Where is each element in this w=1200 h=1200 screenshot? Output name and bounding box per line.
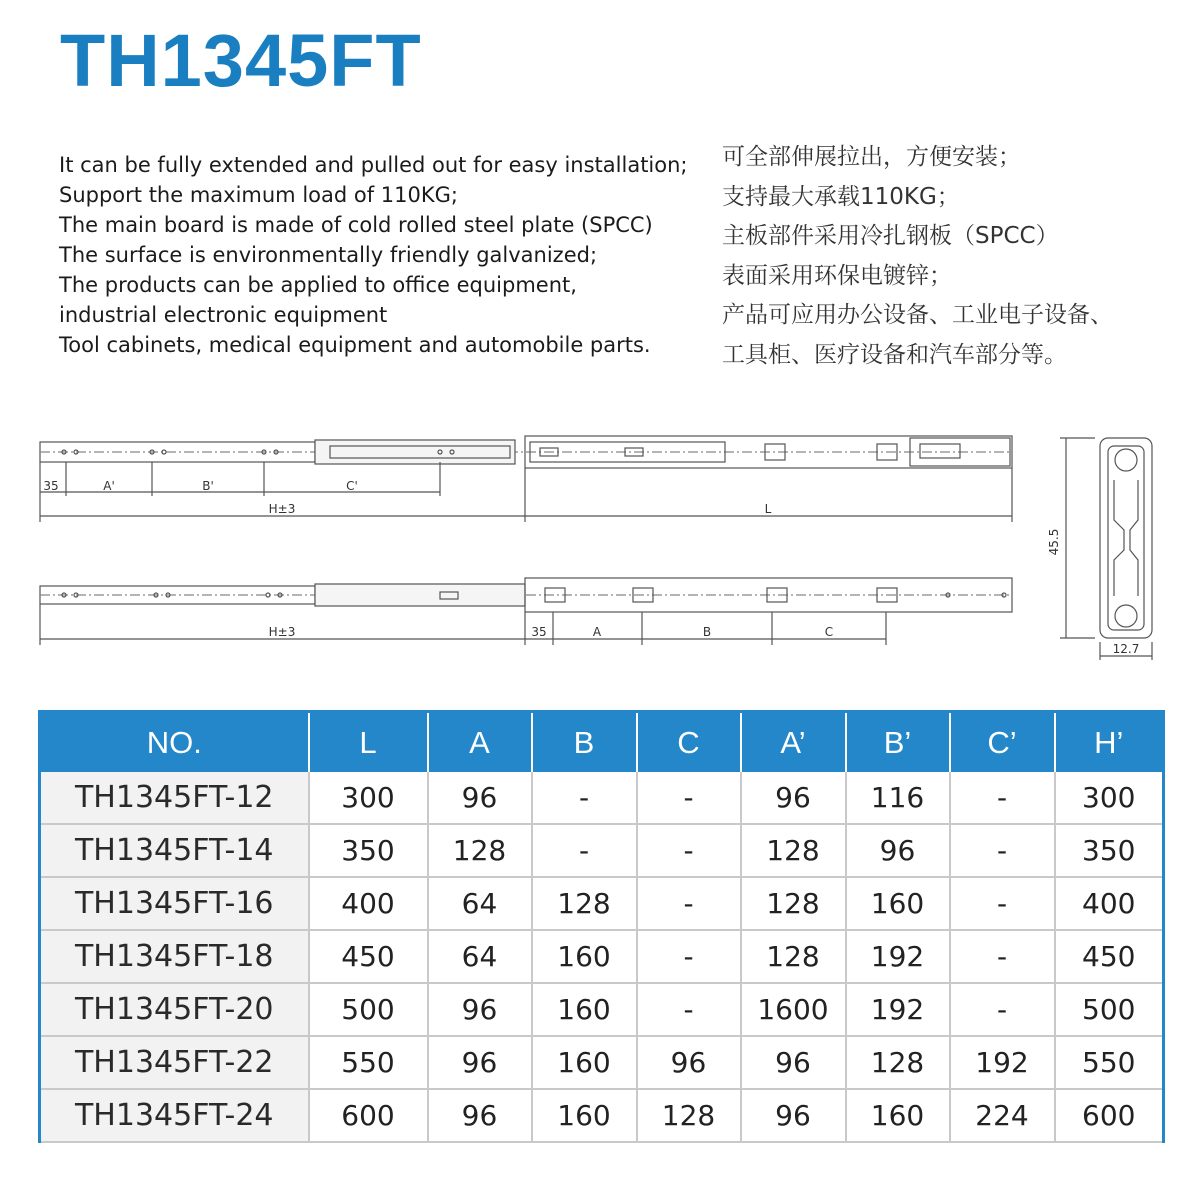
- dim-label: L: [764, 502, 772, 516]
- model-cell: TH1345FT-18: [40, 930, 309, 983]
- product-title: TH1345FT: [60, 19, 422, 102]
- table-cell: -: [950, 930, 1055, 983]
- table-cell: 400: [309, 877, 428, 930]
- model-cell: TH1345FT-22: [40, 1036, 309, 1089]
- table-cell: -: [532, 772, 637, 824]
- header-c-prime: C’: [950, 712, 1055, 773]
- description-line-cn: 支持最大承载110KG；: [722, 183, 960, 210]
- description-line: Support the maximum load of 110KG;: [59, 183, 458, 207]
- dim-label: 35: [531, 625, 547, 639]
- table-cell: 160: [532, 930, 637, 983]
- table-cell: 128: [532, 877, 637, 930]
- table-cell: 600: [309, 1089, 428, 1142]
- dim-label: H±3: [268, 625, 296, 639]
- table-cell: -: [637, 772, 741, 824]
- table-cell: -: [637, 930, 741, 983]
- table-row: [40, 1036, 1164, 1089]
- table-cell: -: [637, 824, 741, 877]
- table-row: [40, 983, 1164, 1036]
- table-cell: 1600: [741, 983, 846, 1036]
- table-cell: 550: [309, 1036, 428, 1089]
- table-cell: 128: [846, 1036, 950, 1089]
- drawing-middle-rail: [315, 440, 515, 464]
- table-cell: -: [950, 772, 1055, 824]
- table-cell: 224: [950, 1089, 1055, 1142]
- table-cell: 450: [309, 930, 428, 983]
- header-a-prime: A’: [741, 712, 846, 773]
- description-line-cn: 主板部件采用冷扎钢板（SPCC）: [722, 223, 1059, 249]
- dim-label: A: [592, 625, 602, 639]
- table-cell: 300: [1055, 772, 1164, 824]
- dim-label: H±3: [268, 502, 296, 516]
- model-cell: TH1345FT-20: [40, 983, 309, 1036]
- description-line: It can be fully extended and pulled out for easy installation;: [59, 153, 688, 177]
- description-line: The surface is environmentally friendly galvanized;: [59, 243, 598, 267]
- table-cell: 450: [1055, 930, 1164, 983]
- table-header-row: [40, 712, 1164, 773]
- table-cell: 96: [741, 772, 846, 824]
- header-h-prime: H’: [1055, 712, 1164, 773]
- dim-label-width: 12.7: [1112, 642, 1140, 656]
- table-cell: -: [532, 824, 637, 877]
- table-cell: 128: [741, 877, 846, 930]
- table-cell: 128: [637, 1089, 741, 1142]
- table-row: [40, 824, 1164, 877]
- table-cell: 96: [741, 1089, 846, 1142]
- header-l: L: [309, 712, 428, 773]
- description-line: The products can be applied to office equipment,: [59, 273, 577, 297]
- model-cell: TH1345FT-16: [40, 877, 309, 930]
- table-cell: 96: [428, 772, 532, 824]
- description-line-cn: 产品可应用办公设备、工业电子设备、: [722, 302, 1113, 328]
- table-cell: 400: [1055, 877, 1164, 930]
- description-chinese: [722, 138, 1113, 375]
- header-b-prime: B’: [846, 712, 950, 773]
- dim-label-height: 45.5: [1047, 528, 1061, 556]
- dim-label: B': [202, 479, 214, 493]
- header-no: NO.: [40, 712, 309, 773]
- table-cell: 550: [1055, 1036, 1164, 1089]
- table-cell: 192: [950, 1036, 1055, 1089]
- description-line-cn: 工具柜、医疗设备和汽车部分等。: [722, 341, 1067, 368]
- table-cell: 192: [846, 930, 950, 983]
- table-cell: -: [950, 824, 1055, 877]
- table-cell: 350: [1055, 824, 1164, 877]
- table-cell: 500: [1055, 983, 1164, 1036]
- table-row: [40, 877, 1164, 930]
- header-b: B: [532, 712, 637, 773]
- dim-label: 35: [43, 479, 59, 493]
- table-cell: 160: [846, 1089, 950, 1142]
- table-cell: 160: [532, 983, 637, 1036]
- table-cell: 96: [637, 1036, 741, 1089]
- dim-label: B: [702, 625, 712, 639]
- dim-label: C: [824, 625, 834, 639]
- table-cell: 500: [309, 983, 428, 1036]
- table-cell: 192: [846, 983, 950, 1036]
- dim-label: A': [103, 479, 115, 493]
- model-cell: TH1345FT-14: [40, 824, 309, 877]
- table-cell: 96: [428, 1036, 532, 1089]
- table-cell: 64: [428, 930, 532, 983]
- table-row: [40, 1089, 1164, 1142]
- table-cell: 116: [846, 772, 950, 824]
- description-english: [59, 150, 688, 360]
- table-cell: 160: [846, 877, 950, 930]
- table-cell: 600: [1055, 1089, 1164, 1142]
- model-cell: TH1345FT-12: [40, 772, 309, 824]
- description-line-cn: 可全部伸展拉出，方便安装；: [722, 144, 1021, 170]
- technical-drawing: [0, 420, 1200, 670]
- description-line: industrial electronic equipment: [59, 303, 388, 327]
- table-cell: -: [637, 983, 741, 1036]
- table-cell: 96: [428, 983, 532, 1036]
- table-cell: 350: [309, 824, 428, 877]
- table-cell: 160: [532, 1036, 637, 1089]
- header-a: A: [428, 712, 532, 773]
- dim-label: C': [346, 479, 358, 493]
- table-cell: 96: [741, 1036, 846, 1089]
- table-cell: 300: [309, 772, 428, 824]
- description-line: Tool cabinets, medical equipment and automobile parts.: [59, 333, 651, 357]
- spec-table: [38, 710, 1165, 1143]
- table-cell: 128: [428, 824, 532, 877]
- table-row: [40, 772, 1164, 824]
- table-cell: -: [950, 983, 1055, 1036]
- table-cell: -: [637, 877, 741, 930]
- description-line: The main board is made of cold rolled steel plate (SPCC): [59, 213, 653, 237]
- table-cell: 160: [532, 1089, 637, 1142]
- header-c: C: [637, 712, 741, 773]
- table-cell: 96: [428, 1089, 532, 1142]
- table-cell: 96: [846, 824, 950, 877]
- table-cell: 128: [741, 824, 846, 877]
- table-cell: -: [950, 877, 1055, 930]
- model-cell: TH1345FT-24: [40, 1089, 309, 1142]
- table-cell: 128: [741, 930, 846, 983]
- table-row: [40, 930, 1164, 983]
- description-line-cn: 表面采用环保电镀锌；: [722, 262, 952, 289]
- table-cell: 64: [428, 877, 532, 930]
